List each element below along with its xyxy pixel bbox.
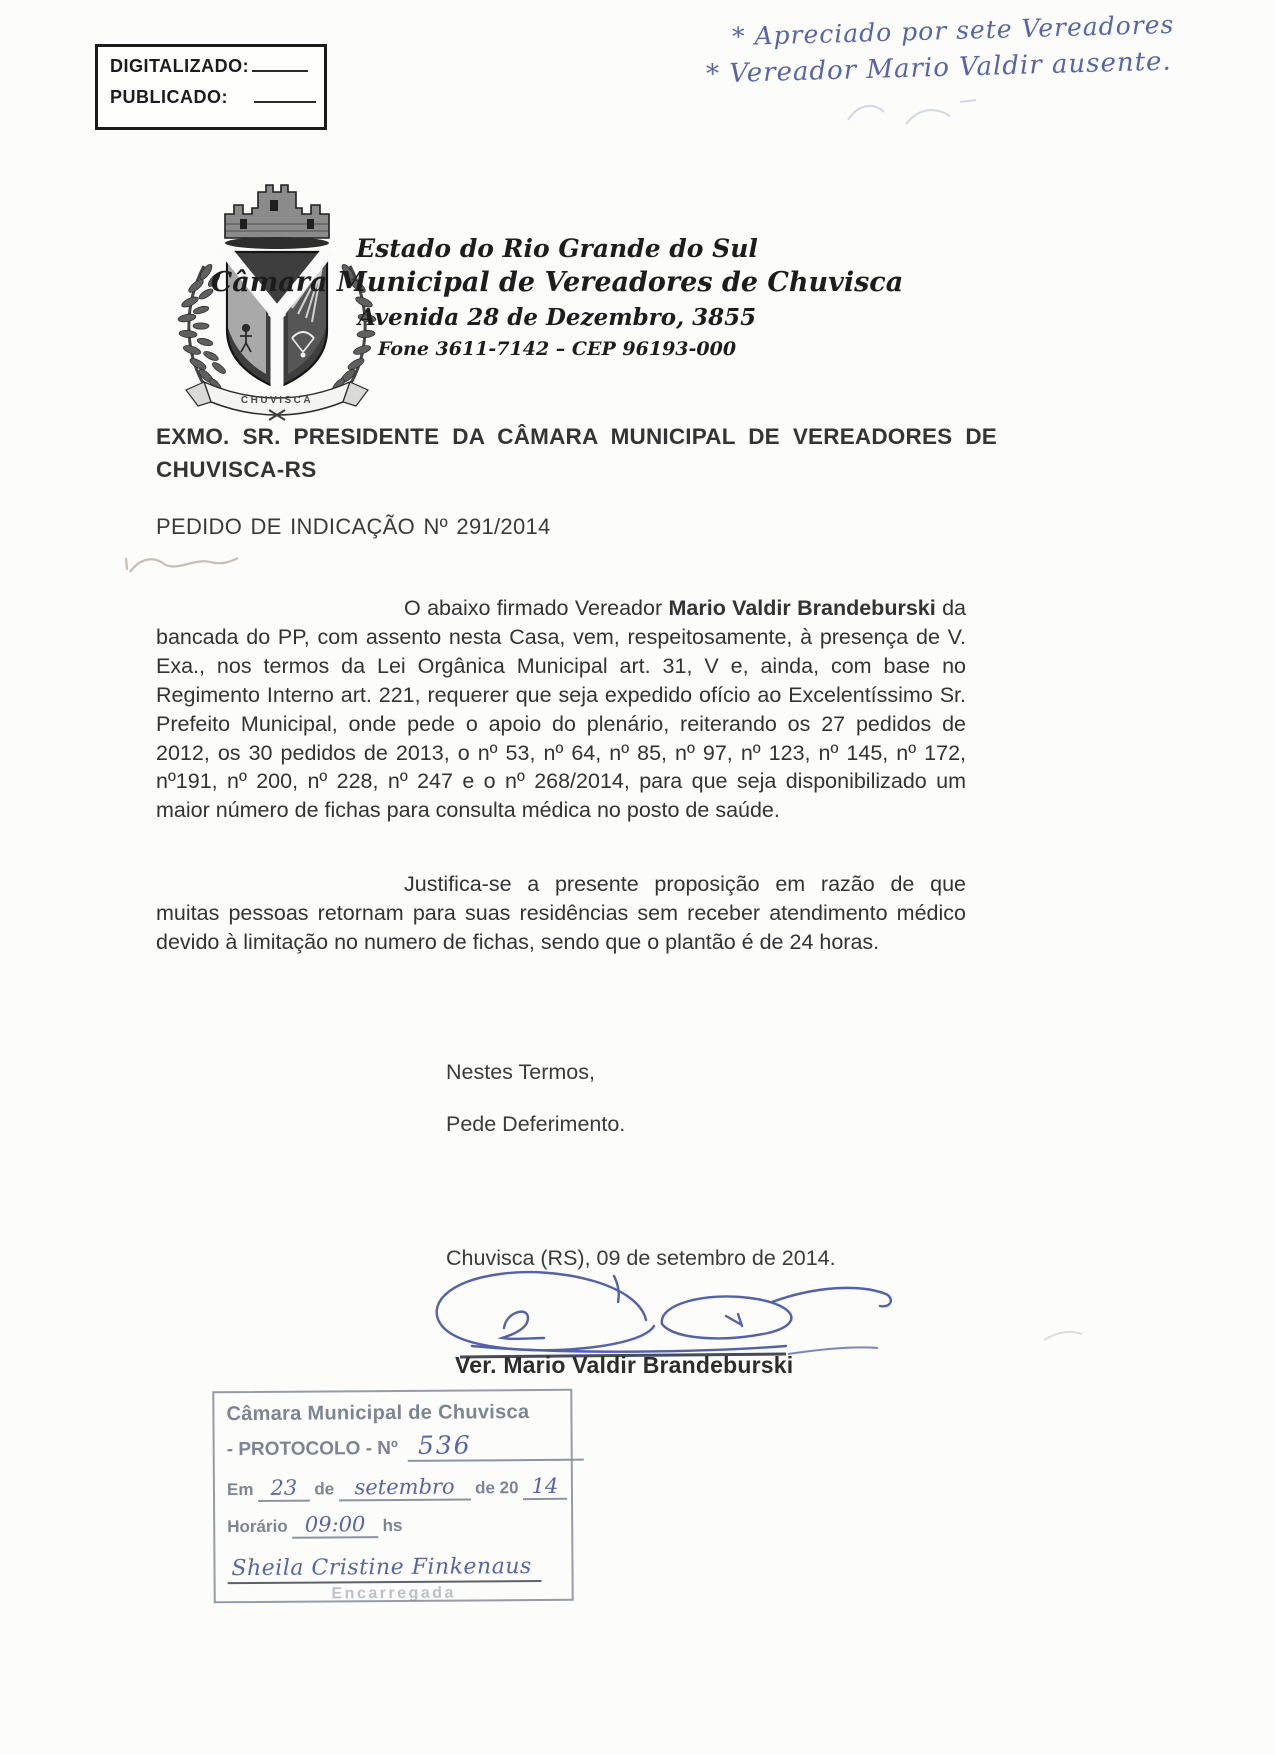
closing-plea: Pede Deferimento.	[446, 1112, 626, 1136]
protocol-date-row	[227, 1474, 559, 1502]
protocol-day-handwritten: 23	[258, 1476, 310, 1502]
protocol-org: Câmara Municipal de Chuvisca	[226, 1401, 530, 1426]
digitalizado-label: DIGITALIZADO:	[110, 56, 250, 76]
protocol-stamp-box	[212, 1389, 573, 1604]
protocol-de-label: de	[314, 1479, 335, 1499]
protocol-year-handwritten: 14	[523, 1474, 567, 1500]
protocol-time-row	[227, 1511, 559, 1539]
protocol-number-handwritten: 536	[417, 1430, 472, 1460]
councilman-name: Mario Valdir Brandeburski	[668, 596, 936, 620]
scan-edge-artifact	[1040, 1326, 1088, 1346]
protocol-number-line	[408, 1430, 584, 1462]
protocol-time-label: Horário	[227, 1516, 288, 1537]
handwritten-note-absence: * Vereador Mario Valdir ausente.	[705, 46, 1173, 90]
clerk-signature-handwritten: Sheila Cristine Finkenaus	[227, 1554, 541, 1584]
protocol-em-label: Em	[226, 1479, 254, 1500]
body-paragraph-justification: Justifica-se a presente proposição em razão de que muitas pessoas retornam para suas residências sem receber atendimento médico devido à limitação no numero de fichas, sendo que o plantão é de 24 horas.	[156, 872, 966, 954]
digitization-stamp-box	[95, 44, 327, 130]
document-title: PEDIDO DE INDICAÇÃO Nº 291/2014	[156, 514, 551, 539]
letterhead	[172, 234, 942, 360]
protocol-label: - PROTOCOLO - Nº	[226, 1437, 399, 1461]
clerk-role: Encarregada	[331, 1584, 456, 1603]
handwritten-note-approval: * Apreciado por sete Vereadores	[731, 9, 1175, 52]
crest-banner-text: CHUVISCA	[240, 395, 314, 406]
addressee-line2: CHUVISCA-RS	[156, 457, 317, 482]
crest-mural-crown	[225, 185, 329, 238]
closing-terms: Nestes Termos,	[446, 1060, 595, 1084]
protocol-number-row	[227, 1430, 559, 1463]
protocol-time-handwritten: 09:00	[292, 1512, 378, 1539]
protocol-month-handwritten: setembro	[339, 1474, 471, 1501]
letterhead-state: Estado do Rio Grande do Sul	[356, 234, 758, 263]
digitalizado-row	[110, 56, 314, 77]
protocol-time-unit: hs	[382, 1515, 403, 1536]
letterhead-chamber: Câmara Municipal de Vereadores de Chuvisca	[210, 267, 904, 298]
signatory-name: Ver. Mario Valdir Brandeburski	[455, 1352, 794, 1378]
publicado-label: PUBLICADO:	[110, 87, 228, 107]
dateline: Chuvisca (RS), 09 de setembro de 2014.	[446, 1246, 836, 1270]
addressee-heading	[156, 424, 997, 483]
paragraph-intro: O abaixo firmado Vereador	[404, 596, 669, 620]
protocol-de20-label: de 20	[475, 1478, 519, 1498]
paragraph-rest: da bancada do PP, com assento nesta Casa, vem, respeitosamente, à presença de V. Exa., nos termos da Lei Orgânica Municipal art. 31, V e, ainda, com base no Regimento Interno art. 221, requerer que seja expedido ofício ao Excelentíssimo Sr. Prefeito Municipal, onde pede o apoio do plenário, reiterando os 27 pedidos de 2012, os 30 pedidos de 2013, o nº 53, nº 64, nº 85, nº 97, nº 123, nº 145, nº 172, nº191, nº 200, nº 228, nº 247 e o nº 268/2014, para que seja disponibilizado um maior número de fichas para consulta médica no posto de saúde.	[156, 596, 966, 823]
letterhead-address: Avenida 28 de Dezembro, 3855	[357, 304, 757, 331]
letterhead-phone-cep: Fone 3611-7142 – CEP 96193-000	[377, 338, 737, 360]
addressee-line1: EXMO. SR. PRESIDENTE DA CÂMARA MUNICIPAL DE VEREADORES DE	[156, 424, 997, 449]
publicado-row	[110, 87, 314, 108]
pencil-mark-artifact	[124, 548, 248, 582]
scan-smudge-artifact	[840, 88, 990, 132]
signature-stroke	[408, 1258, 908, 1366]
digitalizado-blank-line	[252, 57, 308, 72]
body-paragraph-request	[156, 594, 966, 825]
publicado-blank-line	[254, 88, 316, 103]
protocol-clerk-row	[227, 1554, 559, 1584]
